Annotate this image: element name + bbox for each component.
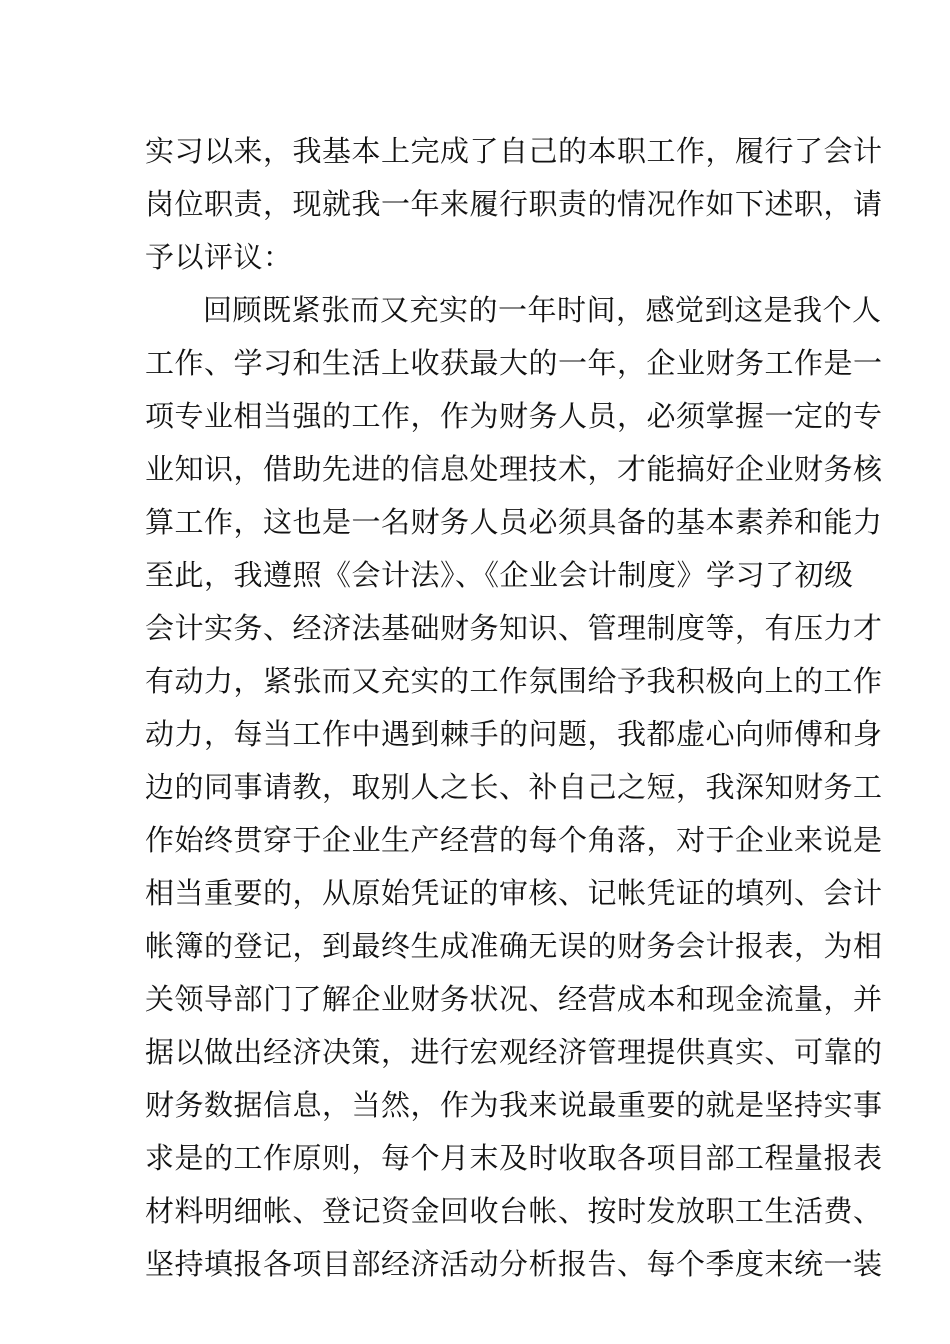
text-line: 动力，每当工作中遇到棘手的问题，我都虚心向师傅和身 <box>145 717 883 751</box>
text-line: 业知识，借助先进的信息处理技术，才能搞好企业财务核 <box>145 452 883 486</box>
text-line: 相当重要的，从原始凭证的审核、记帐凭证的填列、会计 <box>145 876 883 910</box>
text-line: 作始终贯穿于企业生产经营的每个角落，对于企业来说是 <box>145 823 883 857</box>
text-line: 边的同事请教，取别人之长、补自己之短，我深知财务工 <box>145 770 883 804</box>
text-line: 帐簿的登记，到最终生成准确无误的财务会计报表，为相 <box>145 929 883 963</box>
text-line: 项专业相当强的工作，作为财务人员，必须掌握一定的专 <box>145 399 883 433</box>
text-line: 至此，我遵照《会计法》、《企业会计制度》学习了初级 <box>145 558 854 592</box>
text-line: 算工作，这也是一名财务人员必须具备的基本素养和能力 <box>145 505 883 539</box>
text-line: 关领导部门了解企业财务状况、经营成本和现金流量，并 <box>145 982 883 1016</box>
text-line: 会计实务、经济法基础财务知识、管理制度等，有压力才 <box>145 611 883 645</box>
document-body <box>145 125 883 1291</box>
text-line: 实习以来，我基本上完成了自己的本职工作，履行了会计 <box>145 134 883 168</box>
text-line: 材料明细帐、登记资金回收台帐、按时发放职工生活费、 <box>145 1194 883 1228</box>
text-line: 工作、学习和生活上收获最大的一年，企业财务工作是一 <box>145 346 883 380</box>
text-line: 据以做出经济决策，进行宏观经济管理提供真实、可靠的 <box>145 1035 883 1069</box>
text-line: 岗位职责，现就我一年来履行职责的情况作如下述职，请 <box>145 187 883 221</box>
text-line: 有动力，紧张而又充实的工作氛围给予我积极向上的工作 <box>145 664 883 698</box>
text-line: 求是的工作原则，每个月末及时收取各项目部工程量报表 <box>145 1141 883 1175</box>
paragraph-start-line: 回顾既紧张而又充实的一年时间，感觉到这是我个人 <box>203 293 882 327</box>
text-line: 财务数据信息，当然，作为我来说最重要的就是坚持实事 <box>145 1088 883 1122</box>
text-line: 予以评议： <box>145 240 293 274</box>
text-line: 坚持填报各项目部经济活动分析报告、每个季度末统一装 <box>145 1247 883 1281</box>
